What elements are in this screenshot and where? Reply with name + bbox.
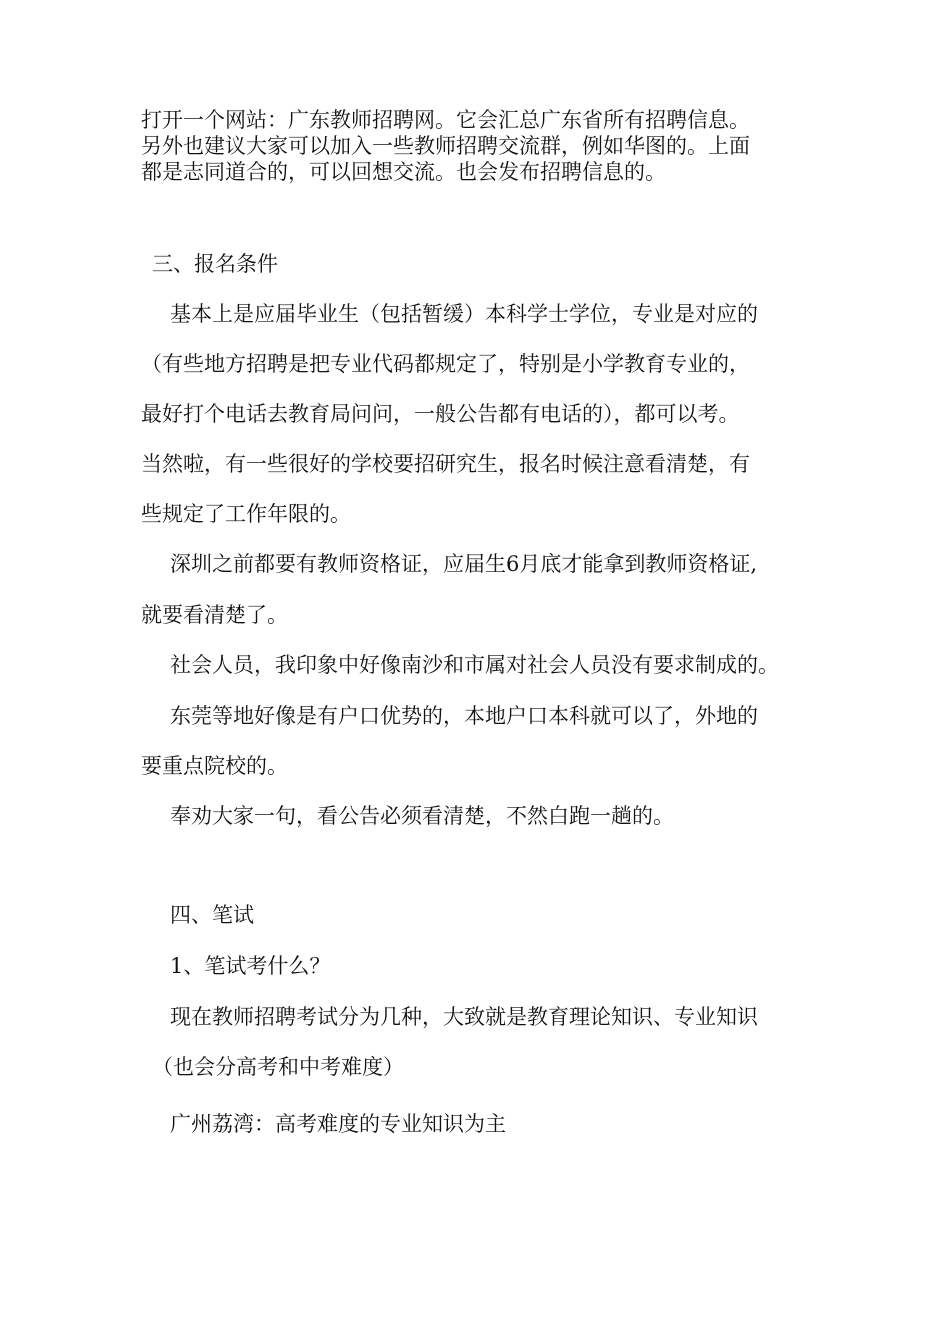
intro-line-1: 打开一个网站：广东教师招聘网。它会汇总广东省所有招聘信息。 bbox=[141, 108, 750, 132]
section-4-p2-line-1: 广州荔湾：高考难度的专业知识为主 bbox=[170, 1112, 506, 1136]
section-4-subheading: 1、笔试考什么？ bbox=[170, 954, 331, 978]
intro-line-2: 另外也建议大家可以加入一些教师招聘交流群，例如华图的。上面 bbox=[141, 134, 750, 158]
section-3-p2-line-1: 深圳之前都要有教师资格证，应届生6月底才能拿到教师资格证, bbox=[170, 552, 758, 576]
section-3-p1-line-2: （有些地方招聘是把专业代码都规定了，特别是小学教育专业的， bbox=[141, 352, 750, 376]
intro-line-3: 都是志同道合的，可以回想交流。也会发布招聘信息的。 bbox=[141, 160, 666, 184]
section-3-p1-line-3: 最好打个电话去教育局问问，一般公告都有电话的），都可以考。 bbox=[141, 402, 740, 426]
section-4-p1-line-1: 现在教师招聘考试分为几种，大致就是教育理论知识、专业知识 bbox=[170, 1005, 758, 1029]
section-3-p1-line-1: 基本上是应届毕业生（包括暂缓）本科学士学位，专业是对应的 bbox=[170, 302, 758, 326]
section-3-p4-line-2: 要重点院校的。 bbox=[141, 754, 288, 778]
section-4-p1-line-2: （也会分高考和中考难度） bbox=[152, 1055, 404, 1079]
section-3-p4-line-1: 东莞等地好像是有户口优势的，本地户口本科就可以了，外地的 bbox=[170, 704, 758, 728]
section-3-p5-line-1: 奉劝大家一句，看公告必须看清楚，不然白跑一趟的。 bbox=[170, 804, 674, 828]
section-3-p3-line-1: 社会人员，我印象中好像南沙和市属对社会人员没有要求制成的。 bbox=[170, 653, 779, 677]
section-3-p2-line-2: 就要看清楚了。 bbox=[141, 603, 288, 627]
section-3-p1-line-4: 当然啦，有一些很好的学校要招研究生，报名时候注意看清楚，有 bbox=[141, 452, 750, 476]
section-4-heading: 四、笔试 bbox=[170, 903, 254, 927]
section-3-p1-line-5: 些规定了工作年限的。 bbox=[141, 502, 351, 526]
section-3-heading: 三、报名条件 bbox=[152, 252, 278, 276]
